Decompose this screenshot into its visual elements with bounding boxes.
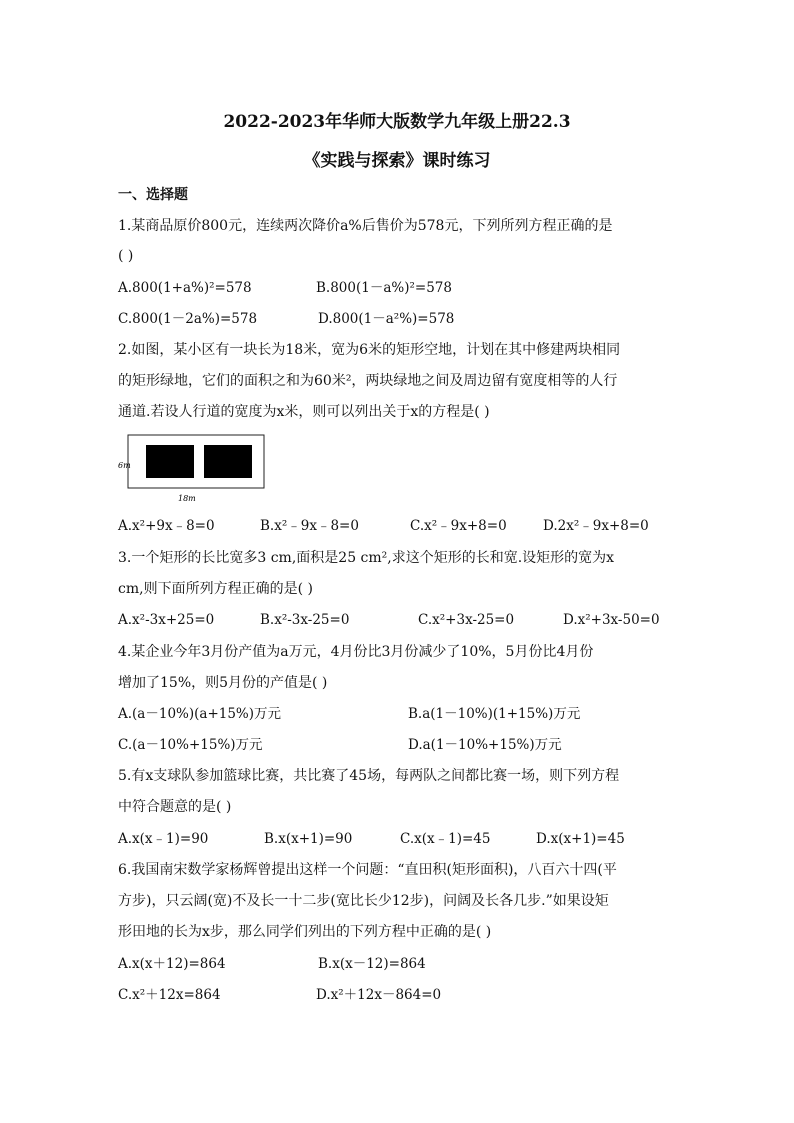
question-6-option-c: C.x²＋12x=864 bbox=[118, 987, 221, 1003]
question-6-option-a: A.x(x＋12)=864 bbox=[118, 956, 226, 972]
question-6-option-d: D.x²＋12x－864=0 bbox=[316, 987, 442, 1003]
question-5-line-2: 中符合题意的是( ) bbox=[118, 799, 232, 815]
question-6-line-2: 方步)，只云阔(宽)不及长一十二步(宽比长少12步)，问阔及长各几步.”如果设矩 bbox=[118, 893, 609, 909]
question-2-option-a: A.x²+9x﹣8=0 bbox=[118, 518, 215, 534]
rectangle-figure bbox=[118, 432, 268, 504]
question-4-option-d: D.a(1－10%+15%)万元 bbox=[408, 737, 562, 753]
question-6-option-b: B.x(x－12)=864 bbox=[318, 956, 426, 972]
question-1-option-c: C.800(1－2a%)=578 bbox=[118, 311, 258, 327]
question-4-line-1: 4.某企业今年3月份产值为a万元，4月份比3月份减少了10%，5月份比4月份 bbox=[118, 644, 594, 660]
question-1-line-2: ( ) bbox=[118, 248, 134, 264]
question-5-line-1: 5.有x支球队参加篮球比赛，共比赛了45场，每两队之间都比赛一场，则下列方程 bbox=[118, 768, 620, 784]
question-1-option-a: A.800(1+a%)²=578 bbox=[118, 280, 252, 296]
question-3-option-a: A.x²-3x+25=0 bbox=[118, 612, 215, 628]
question-2-option-b: B.x²﹣9x﹣8=0 bbox=[260, 518, 359, 534]
question-1-option-d: D.800(1－a²%)=578 bbox=[318, 311, 455, 327]
question-4-line-2: 增加了15%，则5月份的产值是( ) bbox=[118, 675, 328, 691]
question-6-line-3: 形田地的长为x步，那么同学们列出的下列方程中正确的是( ) bbox=[118, 924, 492, 940]
document-subtitle: 《实践与探索》课时练习 bbox=[303, 151, 491, 171]
question-5-option-a: A.x(x﹣1)=90 bbox=[118, 831, 209, 847]
question-3-option-c: C.x²+3x-25=0 bbox=[418, 612, 515, 628]
document-title: 2022-2023年华师大版数学九年级上册22.3 bbox=[223, 112, 571, 132]
green-plot-right bbox=[204, 445, 252, 478]
question-1-option-b: B.800(1－a%)²=578 bbox=[316, 280, 452, 296]
width-label: 6m bbox=[118, 461, 131, 470]
question-5-option-d: D.x(x+1)=45 bbox=[536, 831, 625, 847]
question-4-option-a: A.(a－10%)(a+15%)万元 bbox=[118, 706, 282, 722]
rectangle-figure-svg bbox=[118, 432, 268, 504]
question-3-line-2: cm,则下面所列方程正确的是( ) bbox=[118, 581, 313, 597]
question-1-line-1: 1.某商品原价800元，连续两次降价a%后售价为578元，下列所列方程正确的是 bbox=[118, 218, 613, 234]
length-label: 18m bbox=[178, 494, 196, 503]
question-4-option-c: C.(a－10%+15%)万元 bbox=[118, 737, 263, 753]
green-plot-left bbox=[146, 445, 194, 478]
question-2-option-c: C.x²﹣9x+8=0 bbox=[410, 518, 507, 534]
question-6-line-1: 6.我国南宋数学家杨辉曾提出这样一个问题：“直田积(矩形面积)，八百六十四(平 bbox=[118, 862, 617, 878]
question-4-option-b: B.a(1－10%)(1+15%)万元 bbox=[408, 706, 581, 722]
section-heading: 一、选择题 bbox=[118, 187, 188, 203]
question-5-option-c: C.x(x﹣1)=45 bbox=[400, 831, 491, 847]
question-2-option-d: D.2x²﹣9x+8=0 bbox=[543, 518, 649, 534]
question-2-line-1: 2.如图，某小区有一块长为18米，宽为6米的矩形空地，计划在其中修建两块相同 bbox=[118, 342, 621, 358]
question-5-option-b: B.x(x+1)=90 bbox=[264, 831, 353, 847]
question-3-option-b: B.x²-3x-25=0 bbox=[260, 612, 350, 628]
question-3-option-d: D.x²+3x-50=0 bbox=[563, 612, 660, 628]
question-3-line-1: 3.一个矩形的长比宽多3 cm,面积是25 cm²,求这个矩形的长和宽.设矩形的宽为x bbox=[118, 550, 615, 566]
question-2-line-2: 的矩形绿地，它们的面积之和为60米²，两块绿地之间及周边留有宽度相等的人行 bbox=[118, 373, 618, 389]
question-2-line-3: 通道.若设人行道的宽度为x米，则可以列出关于x的方程是( ) bbox=[118, 404, 490, 420]
